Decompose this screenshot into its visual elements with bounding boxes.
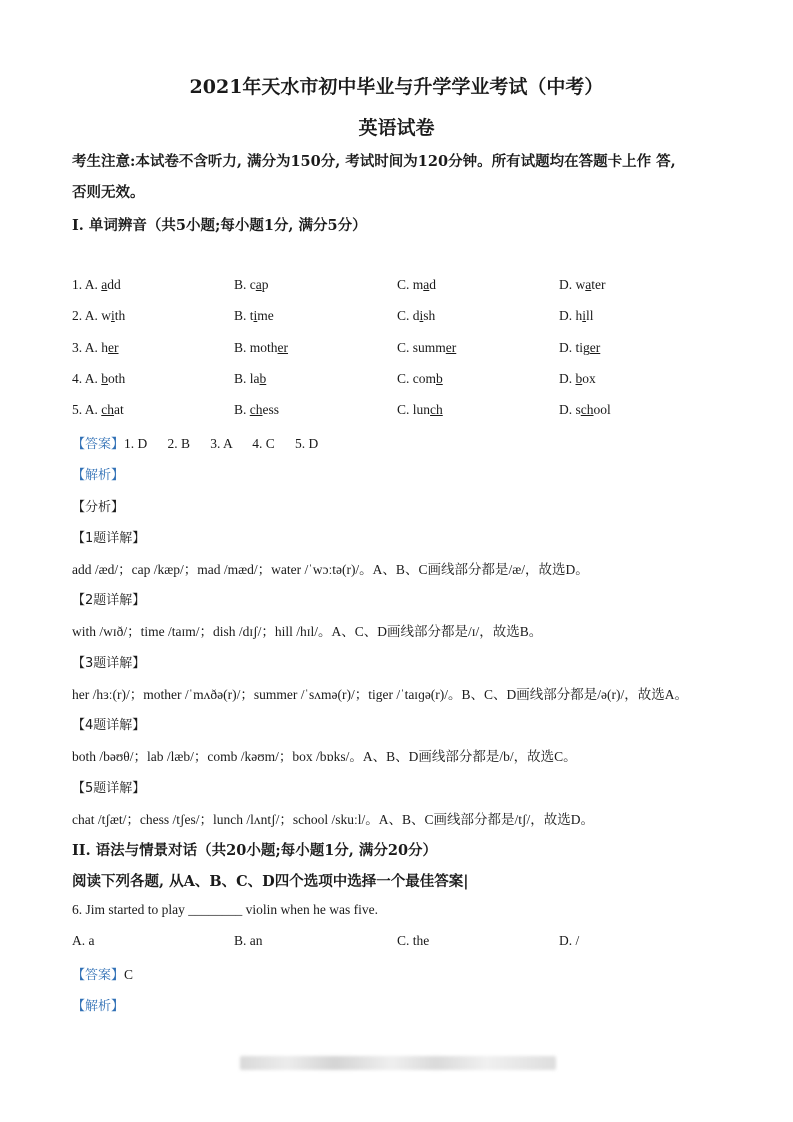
detail-3-text: her /hɜː(r)/；mother /ˈmʌðə(r)/；summer /ˈsʌmə(r)/；tiger /ˈtaɪɡə(r)/。B、C、D画线部分都是/ə(r)/，故选A。 [72,687,689,702]
question-row-1 [72,277,732,297]
option: C. dish [397,308,436,323]
detail-2-text: with /wɪð/；time /taɪm/；dish /dɪʃ/；hill /hɪl/。A、C、D画线部分都是/ɪ/，故选B。 [72,624,543,639]
question-row-3 [72,340,732,360]
detail-4-text: both /bəʊθ/；lab /læb/；comb /kəʊm/；box /bɒks/。A、B、D画线部分都是/b/，故选C。 [72,749,577,764]
detail-4-label: 【4题详解】 [72,718,146,733]
option: C. mad [397,277,437,292]
option: B. time [234,308,274,323]
analysis-6-label: 【解析】 [72,999,125,1014]
answer-line-6 [72,964,133,983]
option: D. tiger [559,340,601,355]
detail-1-text: add /æd/；cap /kæp/；mad /mæd/；water /ˈwɔːtə(r)/。A、B、C画线部分都是/æ/，故选D。 [72,562,589,577]
section-1-header: I. 单词辨音（共5小题;每小题1分, 满分5分） [72,217,367,234]
detail-2-label: 【2题详解】 [72,593,146,608]
detail-5-text: chat /tʃæt/；chess /tʃes/；lunch /lʌntʃ/；school /skuːl/。A、B、C画线部分都是/tʃ/，故选D。 [72,812,594,827]
option: 5. A. chat [72,402,124,417]
option: C. summer [397,340,457,355]
option: D. box [559,371,596,386]
question-row-4 [72,371,732,391]
option: B. cap [234,277,269,292]
option: 4. A. both [72,371,126,386]
analysis-label: 【解析】 [72,468,125,483]
answer-line-1 [72,433,318,452]
blurred-watermark [240,1056,556,1070]
option: B. mother [234,340,289,355]
notice-line-2: 否则无效。 [72,184,145,201]
option: B. chess [234,402,280,417]
option-a: A. a [72,933,95,948]
section-2-instruction: 阅读下列各题, 从A、B、C、D四个选项中选择一个最佳答案| [72,873,469,890]
exam-title: 2021年天水市初中毕业与升学学业考试（中考） [189,76,604,98]
section-2-header: II. 语法与情景对话（共20小题;每小题1分, 满分20分） [72,842,438,859]
detail-1-label: 【1题详解】 [72,531,146,546]
option: B. lab [234,371,267,386]
option: D. hill [559,308,594,323]
question-6-stem: 6. Jim started to play ________ violin when he was five. [72,902,378,917]
option-b: B. an [234,933,263,948]
detail-3-label: 【3题详解】 [72,656,146,671]
option: D. school [559,402,611,417]
option: 2. A. with [72,308,126,323]
option: 1. A. add [72,277,121,292]
option: 3. A. her [72,340,119,355]
question-row-5 [72,402,732,422]
question-6-options [72,933,732,953]
option: C. comb [397,371,443,386]
answer-values: 1. D 2. B 3. A 4. C 5. D [124,436,319,451]
answer-value: C [124,967,134,982]
exam-subtitle: 英语试卷 [358,117,435,139]
option: D. water [559,277,606,292]
fenxi-label: 【分析】 [72,500,125,515]
question-row-2 [72,308,732,328]
answer-label: 【答案】 [72,437,125,452]
answer-label: 【答案】 [72,968,125,983]
notice-line-1: 考生注意:本试卷不含听力, 满分为150分, 考试时间为120分钟。所有试题均在答题卡上作 答, [72,153,676,170]
detail-5-label: 【5题详解】 [72,781,146,796]
option-c: C. the [397,933,430,948]
option: C. lunch [397,402,443,417]
option-d: D. / [559,933,580,948]
